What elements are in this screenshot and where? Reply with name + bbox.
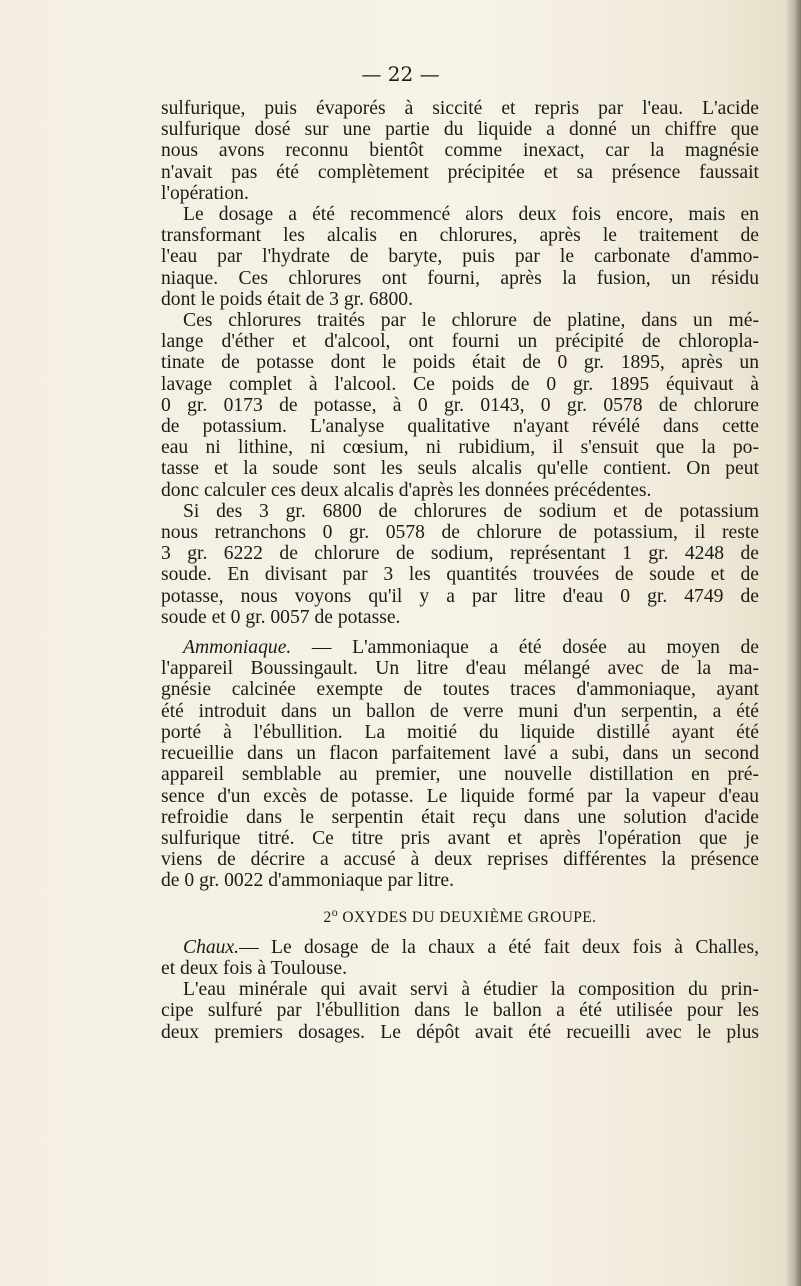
ammoniaque-title: Ammoniaque. — [183, 637, 292, 659]
text-line: niaque. Ces chlorures ont fourni, après la fusion, un résidu — [161, 267, 759, 289]
text-line: 0 gr. 0173 de potasse, à 0 gr. 0143, 0 gr. 0578 de chlorure — [161, 394, 759, 416]
text-line: soude. En divisant par 3 les quantités trouvées de soude et de — [161, 564, 759, 586]
chaux-paragraph-start — [161, 937, 759, 958]
text-line: porté à l'ébullition. La moitié du liquide distillé ayant été — [161, 721, 759, 743]
text-line: sulfurique titré. Ce titre pris avant et après l'opération que je — [161, 827, 759, 849]
text-line: recueillie dans un flacon parfaitement lavé a subi, dans un second — [161, 743, 759, 765]
text-line: sence d'un excès de potasse. Le liquide formé par la vapeur d'eau — [161, 785, 759, 807]
text-line: nous retranchons 0 gr. 0578 de chlorure de potassium, il reste — [161, 522, 759, 544]
text-line: donc calculer ces deux alcalis d'après les données précédentes. — [161, 479, 652, 501]
text-line: tasse et la soude sont les seuls alcalis qu'elle contient. On peut — [161, 458, 759, 480]
text-line: l'eau par l'hydrate de baryte, puis par le carbonate d'ammo- — [161, 246, 759, 268]
text-line: — L'ammoniaque a été dosée au moyen de — [291, 637, 759, 659]
chaux-title: Chaux. — [183, 936, 240, 958]
ammoniaque-paragraph-start — [161, 637, 759, 658]
text-line: appareil semblable au premier, une nouvelle distillation en pré- — [161, 764, 759, 786]
text-line: lavage complet à l'alcool. Ce poids de 0 gr. 1895 équivaut à — [161, 373, 759, 395]
text-line: eau ni lithine, ni cœsium, ni rubidium, il s'ensuit que la po- — [161, 437, 759, 459]
text-line: L'eau minérale qui avait servi à étudier la composition du prin- — [183, 979, 759, 1001]
text-line: soude et 0 gr. 0057 de potasse. — [161, 606, 401, 628]
text-line: l'appareil Boussingault. Un litre d'eau mélangé avec de la ma- — [161, 658, 759, 680]
text-line: de potassium. L'analyse qualitative n'ayant révélé dans cette — [161, 416, 759, 438]
section-heading — [161, 902, 759, 928]
text-line: — Le dosage de la chaux a été fait deux fois à Challes, — [239, 936, 759, 958]
text-line: refroidie dans le serpentin était reçu dans une solution d'acide — [161, 806, 759, 828]
text-line: dont le poids était de 3 gr. 6800. — [161, 288, 413, 310]
text-line: sulfurique dosé sur une partie du liquide a donné un chiffre que — [161, 119, 759, 141]
text-line: et deux fois à Toulouse. — [161, 958, 348, 980]
text-line: transformant les alcalis en chlorures, après le traitement de — [161, 225, 759, 247]
page-edge-shadow — [785, 0, 801, 1286]
section-heading-degree: o — [331, 904, 339, 919]
text-line: Si des 3 gr. 6800 de chlorures de sodium et de potassium — [183, 500, 759, 522]
text-line: sulfurique, puis évaporés à siccité et repris par l'eau. L'acide — [161, 98, 759, 119]
body-text — [161, 98, 759, 1043]
text-line: gnésie calcinée exempte de toutes traces d'ammoniaque, ayant — [161, 679, 759, 701]
text-line: 3 gr. 6222 de chlorure de sodium, représentant 1 gr. 4248 de — [161, 543, 759, 565]
text-line: de 0 gr. 0022 d'ammoniaque par litre. — [161, 870, 455, 892]
text-line: l'opération. — [161, 182, 249, 204]
text-line: deux premiers dosages. Le dépôt avait été recueilli avec le plus — [161, 1021, 759, 1043]
text-line: potasse, nous voyons qu'il y a par litre d'eau 0 gr. 4749 de — [161, 585, 759, 607]
text-line: lange d'éther et d'alcool, ont fourni un précipité de chloropla- — [161, 331, 759, 353]
page-number: — 22 — — [361, 62, 440, 86]
text-line: été introduit dans un ballon de verre muni d'un serpentin, a été — [161, 700, 759, 722]
text-line: viens de décrire a accusé à deux reprises différentes la présence — [161, 849, 759, 871]
text-line: tinate de potasse dont le poids était de 0 gr. 1895, après un — [161, 352, 759, 374]
text-line: nous avons reconnu bientôt comme inexact, car la magnésie — [161, 140, 759, 162]
text-line: n'avait pas été complètement précipitée et sa présence faussait — [161, 161, 759, 183]
section-heading-number: 2 — [323, 908, 332, 926]
text-line: Le dosage a été recommencé alors deux fois encore, mais en — [183, 204, 759, 226]
text-line: Ces chlorures traités par le chlorure de platine, dans un mé- — [183, 310, 759, 332]
text-line: cipe sulfuré par l'ébullition dans le ballon a été utilisée pour les — [161, 1000, 759, 1022]
section-heading-text: OXYDES DU DEUXIÈME GROUPE. — [338, 908, 597, 926]
